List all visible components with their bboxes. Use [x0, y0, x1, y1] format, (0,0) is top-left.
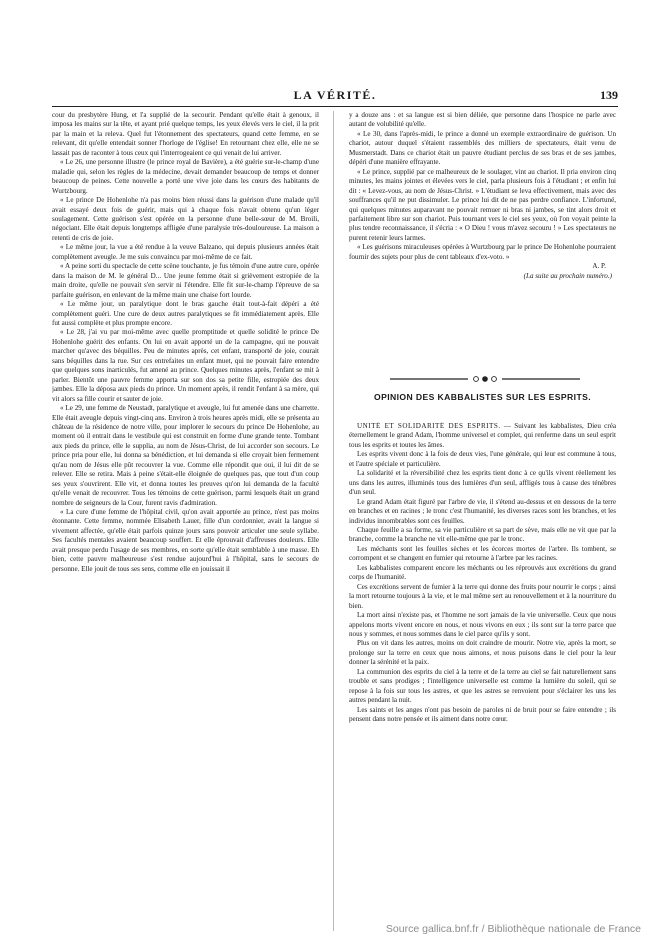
right-column-bottom — [349, 422, 616, 842]
paragraph: Les saints et les anges n'ont pas besoin de paroles ni de bruit pour se faire entendre ; ils pensent dans notre pensée et ils aiment dans notre cœur. — [349, 705, 616, 724]
paragraph: Plus on vit dans les autres, moins on doit craindre de mourir. Notre vie, après la mort, se prolonge sur la terre en ceux que nous aimons, et nous puisons dans le ciel pour la leur donner la sérénité et la paix. — [349, 639, 616, 667]
column-separator — [333, 111, 334, 931]
running-head — [52, 88, 618, 104]
section-title: OPINION DES KABBALISTES SUR LES ESPRITS. — [373, 392, 592, 402]
paragraph: Ces excrétions servent de fumier à la terre qui donne des fruits pour nourrir le corps ; ainsi la mort retourne toujours à la vie, et le mal même sert au renouvellement et à la nourriture du bien. — [349, 582, 616, 610]
paragraph: La communion des esprits du ciel à la terre et de la terre au ciel se fait naturellement sans trouble et sans prodiges ; l'intelligence universelle est comme la lumière du soleil, qui se repose à la fois sur tous les astres, et que les astres se renvoient pour s'éclairer les uns les autres pendant la nuit. — [349, 667, 616, 705]
paragraph: La solidarité et la réversibilité chez les esprits tient donc à ce qu'ils vivent réellement les uns dans les autres, illuminés tous des lumières d'un seul, affligés tous à cause des ténèbres d'un seul. — [349, 469, 616, 497]
paragraph: « Le 26, une personne illustre (le prince royal de Bavière), a été guérie sur-le-champ d'une maladie qui, selon les règles de la médecine, devait demander beaucoup de temps et donner beaucoup de peines. Cette nouvelle a porté une vive joie dans les cœurs des habitants de Wurtzbourg. — [52, 158, 319, 195]
page-title: LA VÉRITÉ. — [293, 88, 377, 102]
paragraph: « Les guérisons miraculeuses opérées à Wurtzbourg par le prince De Hohenlohe pourraient fournir des sujets pour plus de cent tableaux d'ex-voto. » — [349, 243, 616, 261]
paragraph: « Le 29, une femme de Neustadt, paralytique et aveugle, lui fut amenée dans une charrette. Elle était aveugle depuis vingt-cinq ans. Environ à trois heures après midi, elle se présenta au château de la résidence de notre ville, pour implorer le secours du prince De Hohenlohe, au moment où il entrait dans le vestibule qui est construit en forme d'une grande tente. Tombant aux pieds du prince, elle le supplia, au nom de Jésus-Christ, de lui accorder son secours. Le prince pria pour elle, lui donna sa bénédiction, et lui demanda si elle croyait bien fermement qu'au nom de Jésus elle pût recouvrer la vue. Comme elle répondit que oui, il lui dit de se relever. Elle se retira. Mais à peine s'était-elle éloignée de quelques pas, que tout d'un coup ses yeux s'ouvrirent. Elle vit, et donna toutes les preuves qu'on lui demanda de la faculté qu'elle venait de recouvrer. Tous les témoins de cette guérison, parmi lesquels était un grand nombre de seigneurs de la Cour, furent ravis d'admiration. — [52, 404, 319, 507]
paragraph: Les kabbalistes comparent encore les méchants ou les réprouvés aux excrétions du grand corps de l'humanité. — [349, 563, 616, 582]
ornament-divider — [390, 375, 580, 383]
left-column — [52, 111, 319, 941]
paragraph: y a douze ans : et sa langue est si bien déliée, que personne dans l'hospice ne parle avec autant de volubilité qu'elle. — [349, 111, 616, 129]
source-credit: Source gallica.bnf.fr / Bibliothèque nationale de France — [385, 923, 641, 935]
paragraph: Le grand Adam était figuré par l'arbre de vie, il s'étend au-dessus et en dessous de la terre en branches et en racines ; le tronc c'est l'humanité, les diverses races sont les branches, et les individus innombrables sont ces feuilles. — [349, 497, 616, 525]
paragraph-lead — [349, 422, 616, 450]
right-column-top — [349, 111, 616, 411]
paragraph: « Le même jour, un paralytique dont le bras gauche était tout-à-fait dépéri a été complètement guéri. Une cure de deux autres paralytiques se fit immédiatement après. Elle fut aussi complète et plus prompte encore. — [52, 300, 319, 327]
page-number: 139 — [600, 88, 618, 102]
paragraph: Chaque feuille a sa forme, sa vie particulière et sa part de sève, mais elle ne vit que par la branche, comme la branche ne vit elle-même que par le tronc. — [349, 525, 616, 544]
paragraph: Les méchants sont les feuilles sèches et les écorces mortes de l'arbre. Ils tombent, se corrompent et se changent en fumier qui retourne à l'arbre par les racines. — [349, 544, 616, 563]
paragraph: « Le prince De Hohenlohe n'a pas moins bien réussi dans la guérison d'une malade qu'il avait essayé deux fois de guérir, mais qui à chaque fois n'avait obtenu qu'un léger soulagement. Cette guérison s'est opérée en la personne d'une belle-sœur de M. Broili, négociant. Elle était depuis longtemps affligée d'une paralysie très-douloureuse. La maison a retenti de cris de joie. — [52, 196, 319, 242]
paragraph: « Le même jour, la vue a été rendue à la veuve Balzano, qui depuis plusieurs années était complètement aveugle. Je me suis convaincu par moi-même de ce fait. — [52, 243, 319, 261]
continuation-note: (La suite au prochain numéro.) — [523, 271, 612, 280]
paragraph: Les esprits vivent donc à la fois de deux vies, l'une générale, qui leur est commune à tous, et l'autre spéciale et particulière. — [349, 450, 616, 468]
paragraph: « A peine sorti du spectacle de cette scène touchante, je fus témoin d'une autre cure, opérée dans la maison de M. le général D... Une jeune femme était si grièvement estropiée de la main droite, qu'elle ne pouvait s'en servir ni l'étendre. Elle fit sur-le-champ l'épreuve de sa parfaite guérison, en enlevant de la même main une chaise fort lourde. — [52, 262, 319, 299]
paragraph: « Le prince, supplié par ce malheureux de le soulager, vint au chariot. Il pria environ cinq minutes, les mains jointes et élevées vers le ciel, parla plusieurs fois à l'étudiant ; et enfin lui dit : « Levez-vous, au nom de Jésus-Christ. » L'étudiant se leva effectivement, mais avec des souffrances qu'il ne put dissimuler. Le prince lui dit de ne pas perdre confiance. L'infortuné, qui quelques minutes auparavant ne pouvait remuer ni bras ni jambes, se tint alors droit et parfaitement libre sur son chariot. Puis tournant vers le ciel ses yeux, où l'on voyait peinte la plus tendre reconnaissance, il s'écria : « O Dieu ! vous m'avez secouru ! » Les spectateurs ne purent retenir leurs larmes. — [349, 167, 616, 242]
paragraph: « La cure d'une femme de l'hôpital civil, qu'on avait apportée au prince, n'est pas moins étonnante. Cette femme, nommée Elisabeth Lauer, fille d'un cordonnier, avait la langue si vivement affectée, qu'elle était parfois quinze jours sans pouvoir articuler une seule syllabe. Ses facultés mentales avaient beaucoup souffert. Et elle éprouvait d'affreuses douleurs. Elle avait presque perdu l'usage de ses membres, en sorte qu'elle était semblable à une masse. Eh bien, cette pauvre malheureuse s'est rendue aujourd'hui à l'hôpital, sans le secours de personne. Elle jouit de tous ses sens, comme elle en jouissait il — [52, 508, 319, 573]
paragraph: La mort ainsi n'existe pas, et l'homme ne sort jamais de la vie universelle. Ceux que nous appelons morts vivent encore en nous, et nous vivons en eux ; ils sont sur la terre parce que nous y sommes, et nous sommes dans le ciel parce qu'ils y sont. — [349, 611, 616, 638]
paragraph: cour du presbytère Hung, et l'a supplié de la secourir. Pendant qu'elle était à genoux, il imposa les mains sur la tête, et ayant prié quelque temps, les yeux élevés vers le ciel, il la prit par la main et la releva. Quel fut l'étonnement des spectateurs, quand cette femme, en se relevant, dit qu'elle entendait sonner l'horloge de l'église! En retournant chez elle, elle ne se lassait pas de raconter à tous ceux qui l'interrogeaient ce qui venait de lui arriver. — [52, 111, 319, 157]
section-subhead: UNITÉ ET SOLIDARITÉ DES ESPRITS. — [357, 422, 501, 430]
paragraph: « Le 30, dans l'après-midi, le prince a donné un exemple extraordinaire de guérison. Un chariot, autour duquel s'étaient rassemblés des milliers de spectateurs, était venu de Musmerstadt. Dans ce chariot était un pauvre étudiant perclus de ses bras et de ses jambes, dépéri d'une manière effrayante. — [349, 129, 616, 167]
lead-text: — Suivant les kabbalistes, Dieu créa éternellement le grand Adam, l'homme universel et complet, qui renferme dans un seul esprit tous les esprits et toutes les âmes. — [349, 422, 616, 449]
header-rule — [52, 106, 618, 107]
paragraph: « Le 28, j'ai vu par moi-même avec quelle promptitude et quelle solidité le prince De Hohenlohe guérit des enfants. On lui en avait apporté un de la campagne, qui ne pouvait marcher qu'avec des béquilles. Peu de minutes après, cet enfant, transporté de joie, courait sans béquilles dans la rue. Sur ces entrefaites un enfant muet, qui ne pouvait faire entendre que quelques sons inarticulés, fut amené au prince. Quelques minutes après, l'enfant se mit à parler. Bientôt une pauvre femme apporta sur son dos sa petite fille, estropiée des deux jambes. Elle la déposa aux pieds du prince. Un moment après, il rendit l'enfant à sa mère, qui vit alors sa fille courir et sauter de joie. — [52, 328, 319, 403]
article-signature: A. P. — [592, 262, 606, 271]
